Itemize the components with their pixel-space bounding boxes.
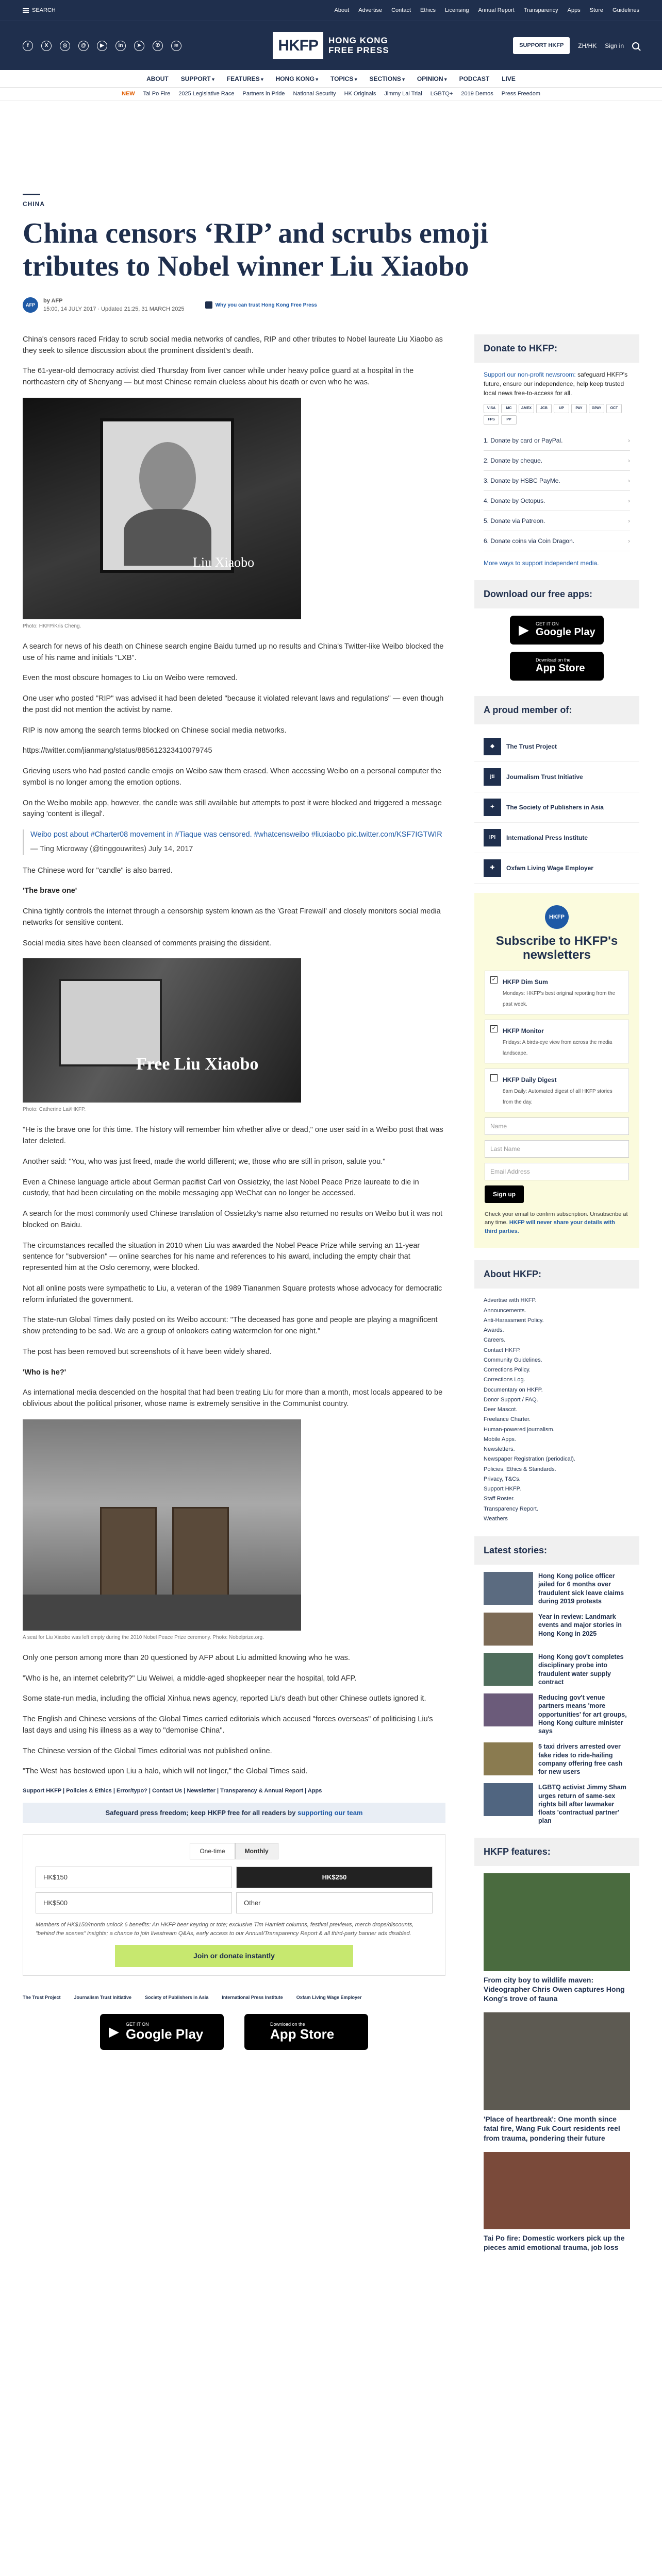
member-ipi[interactable]: IPI International Press Institute: [474, 823, 639, 853]
support-team-link[interactable]: supporting our team: [297, 1808, 363, 1817]
sign-up-button[interactable]: Sign up: [485, 1185, 524, 1203]
checkbox-checked-icon[interactable]: ✓: [490, 1025, 498, 1032]
rss-icon[interactable]: ≋: [171, 41, 181, 51]
about-link[interactable]: Anti-Harassment Policy.: [484, 1317, 544, 1324]
utility-bar: [0, 0, 662, 21]
article-photo-vigil: [23, 958, 301, 1103]
footer-member-logo[interactable]: Oxfam Living Wage Employer: [296, 1995, 362, 2001]
chevron-right-icon: [628, 516, 630, 526]
about-link[interactable]: Freelance Charter.: [484, 1416, 531, 1423]
telegram-icon[interactable]: ➤: [134, 41, 144, 51]
story-thumbnail: [484, 1572, 533, 1605]
about-link[interactable]: Staff Roster.: [484, 1496, 515, 1502]
linkedin-icon[interactable]: in: [115, 41, 126, 51]
member-jti[interactable]: jti Journalism Trust Initiative: [474, 762, 639, 792]
threads-icon[interactable]: @: [78, 41, 89, 51]
chevron-right-icon: [628, 496, 630, 505]
donation-tiers: [23, 1834, 445, 1976]
author-avatar: AFP: [23, 297, 38, 313]
subheading: 'The brave one': [23, 887, 77, 895]
about-link[interactable]: Privacy, T&Cs.: [484, 1476, 521, 1482]
app-store-button[interactable]: Download on the App Store: [510, 652, 604, 681]
donate-option[interactable]: 1. Donate by card or PayPal. ›: [484, 431, 630, 451]
portrait-sign: Liu Xiaobo: [193, 554, 255, 570]
google-play-icon: ▶: [109, 2024, 119, 2040]
about-link[interactable]: Careers.: [484, 1337, 506, 1344]
mastercard-icon: MC: [501, 404, 517, 413]
photo-caption: Photo: Catherine Lai/HKFP.: [23, 1107, 86, 1113]
google-play-button[interactable]: ▶ GET IT ON Google Play: [100, 2014, 224, 2050]
article-photo-empty-chair: [23, 1419, 301, 1631]
about-link[interactable]: Deer Mascot.: [484, 1406, 518, 1413]
about-link[interactable]: Support HKFP.: [484, 1486, 521, 1493]
member-oxfam[interactable]: ✚ Oxfam Living Wage Employer: [474, 853, 639, 884]
utility-link-contact[interactable]: Contact: [391, 7, 411, 13]
utility-links: [331, 6, 639, 15]
footer-members: [23, 1994, 445, 2002]
donate-option[interactable]: 6. Donate coins via Coin Dragon. ›: [484, 531, 630, 551]
hamburger-icon: [23, 8, 29, 13]
trust-link[interactable]: Why you can trust Hong Kong Free Press: [205, 301, 317, 309]
nav-about[interactable]: ABOUT: [146, 75, 169, 82]
visa-icon: VISA: [484, 404, 499, 413]
newsletter-signup: [474, 893, 639, 1248]
about-link[interactable]: Human-powered journalism.: [484, 1426, 555, 1433]
newsletter-option[interactable]: ✓ HKFP Dim Sum Mondays: HKFP's best original reporting from the past week.: [485, 971, 629, 1014]
about-link[interactable]: Advertise with HKFP.: [484, 1297, 537, 1304]
about-link[interactable]: Mobile Apps.: [484, 1436, 516, 1443]
about-link[interactable]: Newsletters.: [484, 1446, 515, 1453]
utility-link-guidelines[interactable]: Guidelines: [613, 7, 639, 13]
unionpay-icon: UP: [554, 404, 569, 413]
tier-benefits-note: Members of HK$150/month unlock 6 benefits: An HKFP beer keyring or tote; exclusive Tim Hamlett columns, festival previews, merch drops/discounts, "behind the scenes" insights; a chance to join livestream Q&As, early access to our Annual/Transparency Report & all third-party banner ads disabled.: [36, 1922, 414, 1937]
paragraph: Only one person among more than 20 questioned by AFP about Liu admitted knowing who he was.: [23, 1653, 350, 1662]
google-play-button[interactable]: ▶ GET IT ON Google Play: [510, 616, 604, 645]
story-thumbnail: [484, 1653, 533, 1686]
last-name-input[interactable]: Last Name: [485, 1140, 629, 1158]
fps-icon: FPS: [484, 415, 499, 425]
main-nav: [0, 70, 662, 88]
chevron-right-icon: [628, 476, 630, 485]
feature-story[interactable]: From city boy to wildlife maven: Videographer Chris Owen captures Hong Kong's trove of fauna: [474, 1873, 639, 2004]
latest-story[interactable]: 5 taxi drivers arrested over fake rides to ride-hailing company offering free cash for new users: [474, 1742, 639, 1776]
newsletter-note: Check your email to confirm subscription. Unsubscribe at any time. HKFP will never share your details with third parties.: [485, 1211, 628, 1234]
trending-link[interactable]: HK Originals: [344, 91, 376, 97]
paragraph: The English and Chinese versions of the Global Times carried editorials which accused "forces overseas" of politicising Liu's last days and using his illness as a way to "demonise China".: [23, 1715, 433, 1735]
about-links: [474, 1296, 639, 1524]
footer-member-logo[interactable]: International Press Institute: [222, 1995, 283, 2001]
newsletter-title: Subscribe to HKFP's newsletters: [495, 934, 618, 962]
trust-icon: [205, 301, 212, 309]
new-badge: NEW: [122, 91, 135, 97]
paragraph: The Chinese version of the Global Times editorial was not published online.: [23, 1747, 272, 1755]
oxfam-icon: ✚: [484, 859, 501, 877]
trending-link[interactable]: Press Freedom: [501, 91, 540, 97]
feature-image: [484, 2152, 630, 2229]
paragraph: The Chinese word for "candle" is also barred.: [23, 866, 173, 875]
language-switch[interactable]: ZH/HK: [578, 42, 597, 49]
frequency-toggle: [36, 1843, 433, 1859]
byline: [23, 297, 639, 314]
trending-link[interactable]: National Security: [293, 91, 336, 97]
latest-heading: Latest stories:: [474, 1536, 639, 1565]
nav-live[interactable]: LIVE: [502, 75, 516, 82]
checkbox-checked-icon[interactable]: ✓: [490, 976, 498, 984]
latest-story[interactable]: Hong Kong gov't completes disciplinary probe into fraudulent water supply contract: [474, 1653, 639, 1686]
x-icon[interactable]: X: [41, 41, 52, 51]
support-links-row[interactable]: Support HKFP | Policies & Ethics | Error/typo? | Contact Us | Newsletter | Transparency & Annual Report | Apps: [23, 1788, 322, 1794]
freq-one-time[interactable]: One-time: [190, 1843, 235, 1859]
support-hkfp-button[interactable]: SUPPORT HKFP: [513, 37, 570, 54]
utility-link-advertise[interactable]: Advertise: [358, 7, 383, 13]
latest-story[interactable]: LGBTQ activist Jimmy Sham urges return of same-sex rights bill after lawmaker floats 'contractual partner' plan: [474, 1783, 639, 1825]
latest-story[interactable]: Reducing gov't venue partners means 'more opportunities' for art groups, Hong Kong culture minister says: [474, 1693, 639, 1735]
about-link[interactable]: Corrections Policy.: [484, 1367, 531, 1374]
trust-project-icon: ◆: [484, 738, 501, 755]
amount-option[interactable]: HK$500: [36, 1892, 232, 1914]
paragraph: As international media descended on the hospital that had been treating Liu for more than a month, most locals appeared to be oblivious about the political prisoner, whose name is extremely sensitive in the Communist country.: [23, 1388, 443, 1409]
footer-member-logo[interactable]: The Trust Project: [23, 1995, 61, 2001]
about-link[interactable]: Announcements.: [484, 1307, 526, 1314]
donate-option[interactable]: 3. Donate by HSBC PayMe. ›: [484, 471, 630, 491]
nav-hong-kong[interactable]: HONG KONG ▾: [276, 74, 318, 83]
article-dates: 15:00, 14 JULY 2017 · Updated 21:25, 31 MARCH 2025: [43, 306, 185, 313]
paragraph: Even a Chinese language article about German pacifist Carl von Ossietzky, the last Nobel Peace Prize laureate to die in custody, that had been circulating on the mobile messaging app WeChat can no longer be accessed.: [23, 1178, 419, 1198]
chevron-right-icon: [628, 456, 630, 465]
trending-link[interactable]: 2019 Demos: [461, 91, 493, 97]
footer-app-stores: [23, 2014, 445, 2050]
paragraph: Grieving users who had posted candle emojis on Weibo saw them erased. When accessing Weibo on a personal computer the symbol is no longer among the emotion options.: [23, 767, 441, 787]
ipi-icon: IPI: [484, 829, 501, 846]
trending-link[interactable]: Jimmy Lai Trial: [384, 91, 422, 97]
utility-link-about[interactable]: About: [334, 7, 350, 13]
trending-link[interactable]: LGBTQ+: [430, 91, 453, 97]
member-sopa[interactable]: ✦ The Society of Publishers in Asia: [474, 792, 639, 823]
embed-link[interactable]: https://twitter.com/jianmang/status/885612323410079745: [23, 747, 212, 755]
tweet-text[interactable]: Weibo post about #Charter08 movement in #Tiaque was censored. #whatcensweibo #liuxiaobo pic.twitter.com/KSF7IGTWIR: [30, 831, 442, 839]
footer-member-logo[interactable]: Society of Publishers in Asia: [145, 1995, 209, 2001]
tweet-signature: — Ting Microway (@tinggouwrites) July 14, 2017: [30, 844, 193, 853]
article-photo-portrait: [23, 398, 301, 619]
paragraph: Even the most obscure homages to Liu on Weibo were removed.: [23, 674, 238, 683]
payment-methods: [484, 404, 630, 425]
about-link[interactable]: Transparency Report.: [484, 1505, 538, 1512]
paragraph: On the Weibo mobile app, however, the candle was still available but attempts to post it were blocked and triggered a message saying 'content is illegal'.: [23, 799, 442, 819]
embedded-tweet: [23, 829, 445, 855]
nav-features[interactable]: FEATURES ▾: [227, 74, 263, 83]
nav-support[interactable]: SUPPORT ▾: [181, 74, 214, 83]
applepay-icon: PAY: [571, 404, 587, 413]
donate-box: Support our non-profit newsroom: safeguard HKFP's future, ensure our independence, help keep trusted local news free-to-access for all. VISA MC AMEX JCB UP PAY GPAY OCT FPS PP 1. Donate by card or PayPal. › 2. Donate by cheque. › 3. Donate by HSBC PayMe. › 4. Donate by Octopus. › 5. Donate via Patreon. › 6. Donate coins via Coin Dragon. › More ways to support independent media.: [474, 370, 639, 568]
utility-link-store[interactable]: Store: [589, 7, 604, 13]
googlepay-icon: GPAY: [589, 404, 604, 413]
facebook-icon[interactable]: f: [23, 41, 33, 51]
feature-image: [484, 2012, 630, 2110]
join-donate-button[interactable]: Join or donate instantly: [115, 1945, 353, 1967]
about-heading: About HKFP:: [474, 1260, 639, 1289]
paragraph: China's censors raced Friday to scrub social media networks of candles, RIP and other tributes to Nobel laureate Liu Xiaobo as they seek to silence discussion about the prominent dissident's death.: [23, 335, 443, 355]
about-link[interactable]: Donor Support / FAQ.: [484, 1396, 538, 1403]
paragraph: The circumstances recalled the situation in 2010 when Liu was awarded the Nobel Peace Prize while serving an 11-year sentence for "subversion" — online searches for his name and references to his award, including the empty chair that represented him at the Oslo ceremony, were blocked.: [23, 1241, 420, 1273]
paypal-icon: PP: [501, 415, 517, 425]
latest-story[interactable]: Year in review: Landmark events and major stories in Hong Kong in 2025: [474, 1613, 639, 1646]
paragraph: "The West has bestowed upon Liu a halo, which will not linger," the Global Times said.: [23, 1767, 308, 1776]
utility-link-ethics[interactable]: Ethics: [420, 7, 436, 13]
member-heading: A proud member of:: [474, 696, 639, 724]
trending-bar: [0, 88, 662, 101]
apps-heading: Download our free apps:: [474, 580, 639, 608]
article-headline: China censors ‘RIP’ and scrubs emoji tributes to Nobel winner Liu Xiaobo: [23, 217, 488, 283]
octopus-icon: OCT: [606, 404, 622, 413]
utility-link-licensing[interactable]: Licensing: [444, 7, 469, 13]
story-thumbnail: [484, 1613, 533, 1646]
logo-wordmark: HONG KONG FREE PRESS: [328, 35, 389, 55]
social-links: [23, 41, 273, 51]
paragraph: One user who posted "RIP" was advised it had been deleted "because it violated relevant laws and regulations" — even though the post did not mention the activist by name.: [23, 694, 444, 714]
about-link[interactable]: Corrections Log.: [484, 1377, 525, 1383]
chevron-right-icon: [628, 536, 630, 546]
vigil-sign: Free Liu Xiaobo: [136, 1055, 259, 1074]
utility-link-transparency[interactable]: Transparency: [523, 7, 558, 13]
feature-story[interactable]: 'Place of heartbreak': One month since fatal fire, Wang Fuk Court residents reel from trauma, pondering their future: [474, 2012, 639, 2143]
latest-stories: [474, 1572, 639, 1825]
member-trust-project[interactable]: ◆ The Trust Project: [474, 732, 639, 762]
freq-monthly[interactable]: Monthly: [235, 1843, 278, 1859]
more-ways-link[interactable]: More ways to support independent media.: [484, 559, 599, 567]
name-input[interactable]: Name: [485, 1117, 629, 1135]
story-thumbnail: [484, 1783, 533, 1816]
subheading: 'Who is he?': [23, 1368, 67, 1377]
story-thumbnail: [484, 1742, 533, 1775]
amount-grid: [36, 1867, 433, 1913]
trending-link[interactable]: 2025 Legislative Race: [178, 91, 235, 97]
nav-opinion[interactable]: OPINION ▾: [417, 74, 447, 83]
amount-option[interactable]: HK$150: [36, 1867, 232, 1888]
whatsapp-icon[interactable]: ✆: [153, 41, 163, 51]
trending-link[interactable]: Tai Po Fire: [143, 91, 171, 97]
feature-image: [484, 1873, 630, 1971]
nav-topics[interactable]: TOPICS ▾: [330, 74, 357, 83]
feature-story[interactable]: Tai Po fire: Domestic workers pick up the pieces amid emotional trauma, job loss: [474, 2152, 639, 2252]
paragraph: The post has been removed but screenshots of it have been widely shared.: [23, 1347, 272, 1356]
paragraph: "He is the brave one for this time. The history will remember him whether alive or dead," one user said in a Weibo post that was later deleted.: [23, 1126, 443, 1146]
menu-button[interactable]: SEARCH: [23, 6, 56, 15]
app-store-button[interactable]: Download on the App Store: [244, 2014, 368, 2050]
amex-icon: AMEX: [519, 404, 534, 413]
sign-in-link[interactable]: Sign in: [605, 42, 624, 49]
about-link[interactable]: Documentary on HKFP.: [484, 1386, 543, 1393]
author-name[interactable]: by AFP: [43, 297, 63, 304]
email-input[interactable]: Email Address: [485, 1163, 629, 1180]
donate-option[interactable]: 2. Donate by cheque. ›: [484, 451, 630, 471]
youtube-icon[interactable]: ▶: [97, 41, 107, 51]
story-thumbnail: [484, 1693, 533, 1726]
latest-story[interactable]: Hong Kong police officer jailed for 6 months over fraudulent sick leave claims during 2019 protests: [474, 1572, 639, 1605]
jcb-icon: JCB: [536, 404, 552, 413]
paragraph: China tightly controls the internet through a censorship system known as the 'Great Firewall' and closely monitors social media networks for sensitive content.: [23, 907, 441, 927]
jti-icon: jti: [484, 768, 501, 786]
footer-member-logo[interactable]: Journalism Trust Initiative: [74, 1995, 132, 2001]
about-link[interactable]: Weathers: [484, 1515, 508, 1522]
about-link[interactable]: Contact HKFP.: [484, 1347, 521, 1353]
search-icon[interactable]: [632, 42, 639, 49]
about-link[interactable]: Awards.: [484, 1327, 504, 1334]
paragraph: Some state-run media, including the official Xinhua news agency, reported Liu's death but other Chinese outlets ignored it.: [23, 1694, 426, 1703]
article-body: [23, 334, 445, 2261]
paragraph: Another said: "You, who was just freed, made the world different; we, those who are still in prison, salute you.": [23, 1157, 386, 1166]
hkfp-logo-small: HKFP: [545, 905, 569, 929]
amount-option-other[interactable]: Other: [236, 1892, 433, 1914]
features-heading: HKFP features:: [474, 1838, 639, 1866]
portrait-frame: [100, 418, 234, 573]
donate-option[interactable]: 4. Donate by Octopus. ›: [484, 491, 630, 511]
sopa-icon: ✦: [484, 799, 501, 816]
about-link[interactable]: Policies, Ethics & Standards.: [484, 1466, 556, 1472]
paragraph: "Who is he, an internet celebrity?" Liu Weiwei, a middle-aged shopkeeper near the hospital, told AFP.: [23, 1674, 357, 1683]
paragraph: The 61-year-old democracy activist died Thursday from liver cancer while under heavy police guard at a hospital in the northeastern city of Shenyang — but most Chinese remain clueless about his death or even who he was.: [23, 367, 414, 387]
utility-link-apps[interactable]: Apps: [567, 7, 581, 13]
donate-option[interactable]: 5. Donate via Patreon. ›: [484, 511, 630, 531]
paragraph: RIP is now among the search terms blocked on Chinese social media networks.: [23, 726, 287, 735]
paragraph: Not all online posts were sympathetic to Liu, a veteran of the 1989 Tiananmen Square protests whose advocacy for democratic reform infuriated the government.: [23, 1284, 442, 1304]
photo-caption: Photo: HKFP/Kris Cheng.: [23, 623, 81, 629]
paragraph: A search for the most commonly used Chinese translation of Ossietzky's name also returned no results on Weibo but it was not blocked on Baidu.: [23, 1210, 443, 1229]
paragraph: Social media sites have been cleansed of comments praising the dissident.: [23, 939, 271, 947]
google-play-icon: ▶: [519, 622, 529, 638]
photo-caption: A seat for Liu Xiaobo was left empty during the 2010 Nobel Peace Prize ceremony. Photo: Nobelprize.org.: [23, 1634, 264, 1640]
paragraph: A search for news of his death on Chinese search engine Baidu turned up no results and China's Twitter-like Weibo blocked the use of his name and initials "LXB".: [23, 642, 444, 662]
support-banner: Safeguard press freedom; keep HKFP free for all readers by supporting our team: [23, 1803, 445, 1823]
instagram-icon[interactable]: ◎: [60, 41, 70, 51]
paragraph: The state-run Global Times daily posted on its Weibo account: "The deceased has gone and people are playing a magnificent show pretending to be sad. We are a group of onlookers eating watermelon for one night.": [23, 1316, 438, 1336]
newsletter-option[interactable]: HKFP Daily Digest 8am Daily: Automated digest of all HKFP stories from the day.: [485, 1069, 629, 1112]
chevron-right-icon: [628, 436, 630, 445]
sidebar: [474, 334, 639, 2261]
amount-option-selected[interactable]: HK$250: [236, 1867, 433, 1888]
checkbox-icon[interactable]: [490, 1074, 498, 1081]
nav-sections[interactable]: SECTIONS ▾: [369, 74, 404, 83]
utility-link-annual-report[interactable]: Annual Report: [478, 7, 515, 13]
logo-mark: HKFP: [273, 32, 323, 59]
nav-podcast[interactable]: PODCAST: [459, 75, 490, 82]
trending-link[interactable]: Partners in Pride: [242, 91, 285, 97]
newsletter-option[interactable]: ✓ HKFP Monitor Fridays: A birds-eye view from across the media landscape.: [485, 1020, 629, 1063]
hkfp-logo[interactable]: [273, 32, 389, 59]
about-link[interactable]: Newspaper Registration (periodical).: [484, 1456, 575, 1463]
nonprofit-link[interactable]: Support our non-profit newsroom:: [484, 370, 576, 378]
donate-heading: Donate to HKFP:: [474, 334, 639, 363]
brand-bar: [0, 21, 662, 70]
article-category[interactable]: CHINA: [23, 194, 40, 209]
about-link[interactable]: Community Guidelines.: [484, 1357, 542, 1363]
